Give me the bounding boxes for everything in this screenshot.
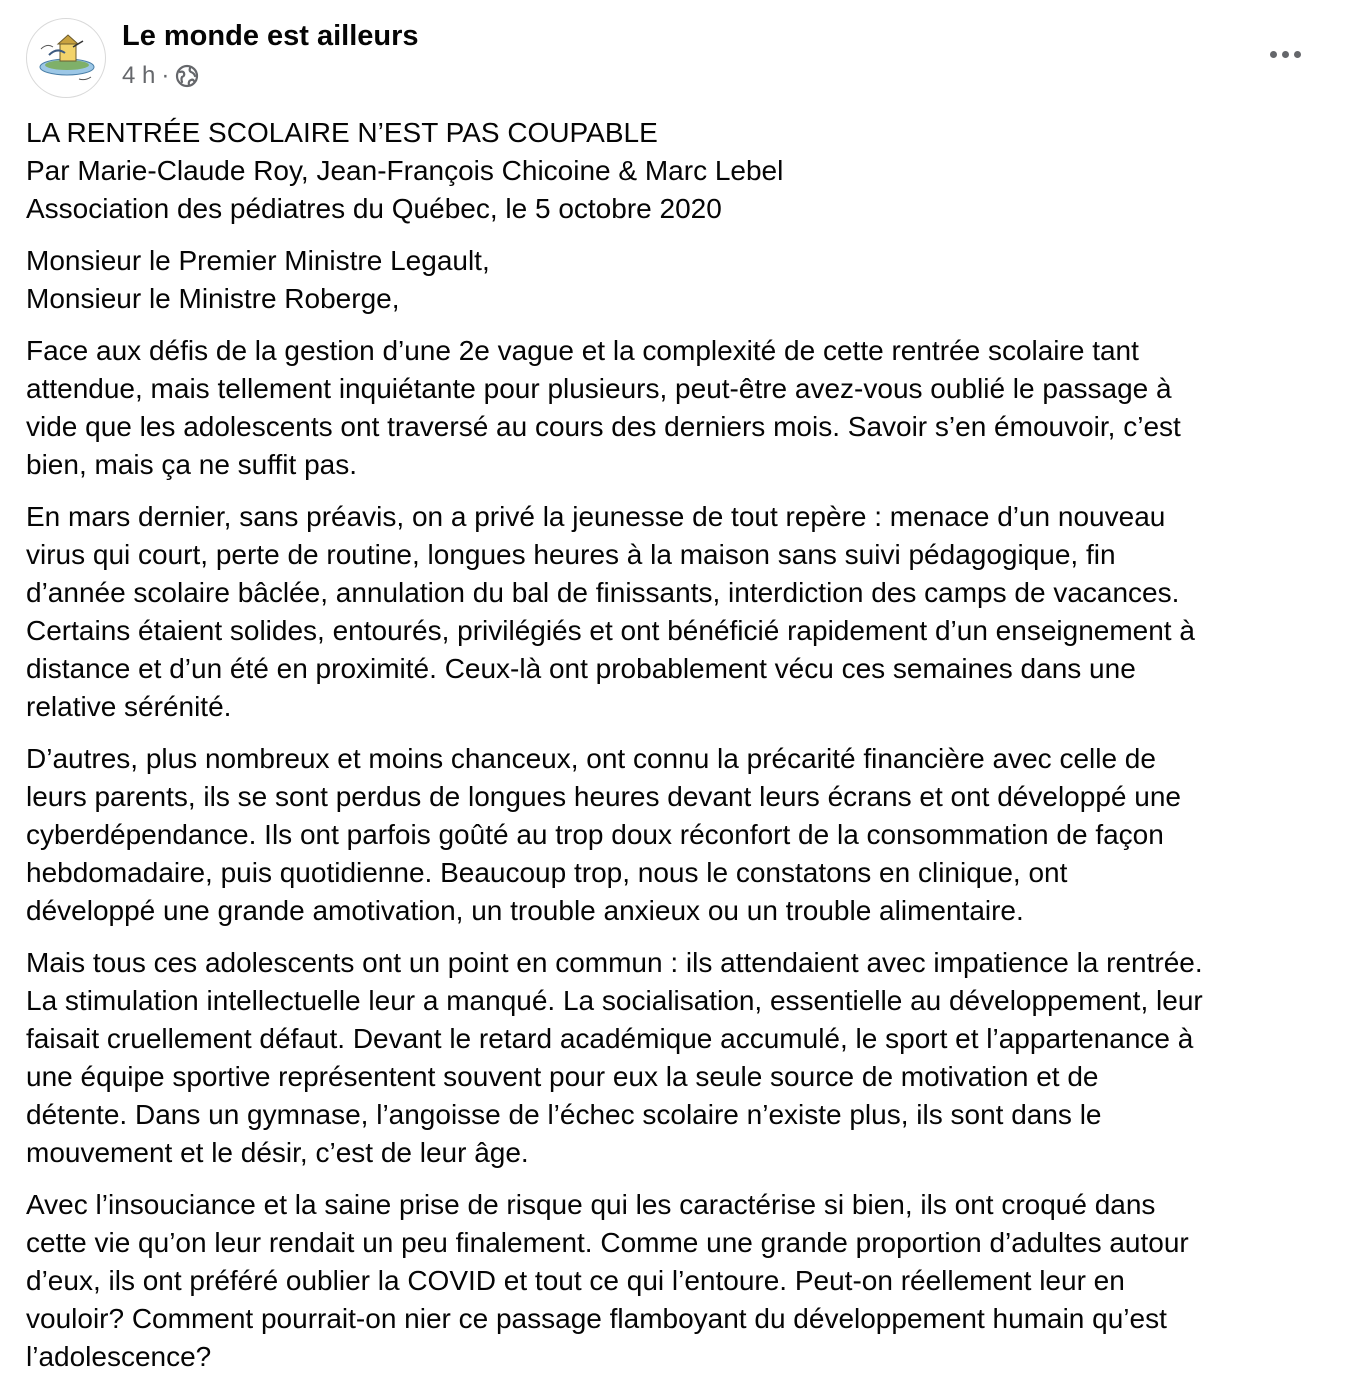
post-salutation: Monsieur le Premier Ministre Legault, Monsieur le Ministre Roberge, (26, 245, 490, 314)
post-title-block: LA RENTRÉE SCOLAIRE N’EST PAS COUPABLE Par Marie-Claude Roy, Jean-François Chicoine & Marc Lebel Association des pédiatres du Québec, le 5 octobre 2020 (26, 117, 784, 224)
post-paragraph: Avec l’insouciance et la saine prise de risque qui les caractérise si bien, ils ont croqué dans cette vie qu’on leur rendait un peu finalement. Comme une grande proportion d’adultes autour d’eux, ils ont préféré oublier la COVID et tout ce qui l’entoure. Peut-on réellement leur en vouloir? Comment pourrait-on nier ce passage flamboyant du développement humain qu’est l’adolescence? (26, 1189, 1189, 1372)
post-meta (122, 62, 199, 90)
more-dot (1282, 51, 1289, 58)
post-paragraph: Face aux défis de la gestion d’une 2e vague et la complexité de cette rentrée scolaire tant attendue, mais tellement inquiétante pour plusieurs, peut-être avez-vous oublié le passage à vide que les adolescents ont traversé au cours des derniers mois. Savoir s’en émouvoir, c’est bien, mais ça ne suffit pas. (26, 335, 1181, 480)
page-name[interactable]: Le monde est ailleurs (122, 20, 419, 52)
post-paragraph: Mais tous ces adolescents ont un point en commun : ils attendaient avec impatience la rentrée. La stimulation intellectuelle leur a manqué. La socialisation, essentielle au développement, leur faisait cruellement défaut. Devant le retard académique accumulé, le sport et l’appartenance à une équipe sportive représentent souvent pour eux la seule source de motivation et de détente. Dans un gymnase, l’angoisse de l’échec scolaire n’existe plus, ils sont dans le mouvement et le désir, c’est de leur âge. (26, 947, 1203, 1168)
post-header (26, 18, 1326, 98)
post-timestamp[interactable]: 4 h (122, 62, 156, 89)
meta-separator: · (161, 62, 170, 89)
more-options-icon[interactable] (1260, 36, 1310, 72)
post-paragraph: D’autres, plus nombreux et moins chanceux, ont connu la précarité financière avec celle de leurs parents, ils se sont perdus de longues heures devant leurs écrans et ont développé une cyberdépendance. Ils ont parfois goûté au trop doux réconfort de la consommation de façon hebdomadaire, puis quotidienne. Beaucoup trop, nous le constatons en clinique, ont développé une grande amotivation, un trouble anxieux ou un trouble alimentaire. (26, 743, 1181, 926)
globe-icon[interactable] (175, 64, 199, 88)
page-logo-icon (27, 19, 105, 97)
more-dot (1270, 51, 1277, 58)
more-dot (1294, 51, 1301, 58)
page-avatar[interactable] (26, 18, 106, 98)
post-body (26, 114, 1336, 1390)
post-paragraph: En mars dernier, sans préavis, on a privé la jeunesse de tout repère : menace d’un nouveau virus qui court, perte de routine, longues heures à la maison sans suivi pédagogique, fin d’année scolaire bâclée, annulation du bal de finissants, interdiction des camps de vacances. Certains étaient solides, entourés, privilégiés et ont bénéficié rapidement d’un enseignement à distance et d’un été en proximité. Ceux-là ont probablement vécu ces semaines dans une relative sérénité. (26, 501, 1195, 722)
